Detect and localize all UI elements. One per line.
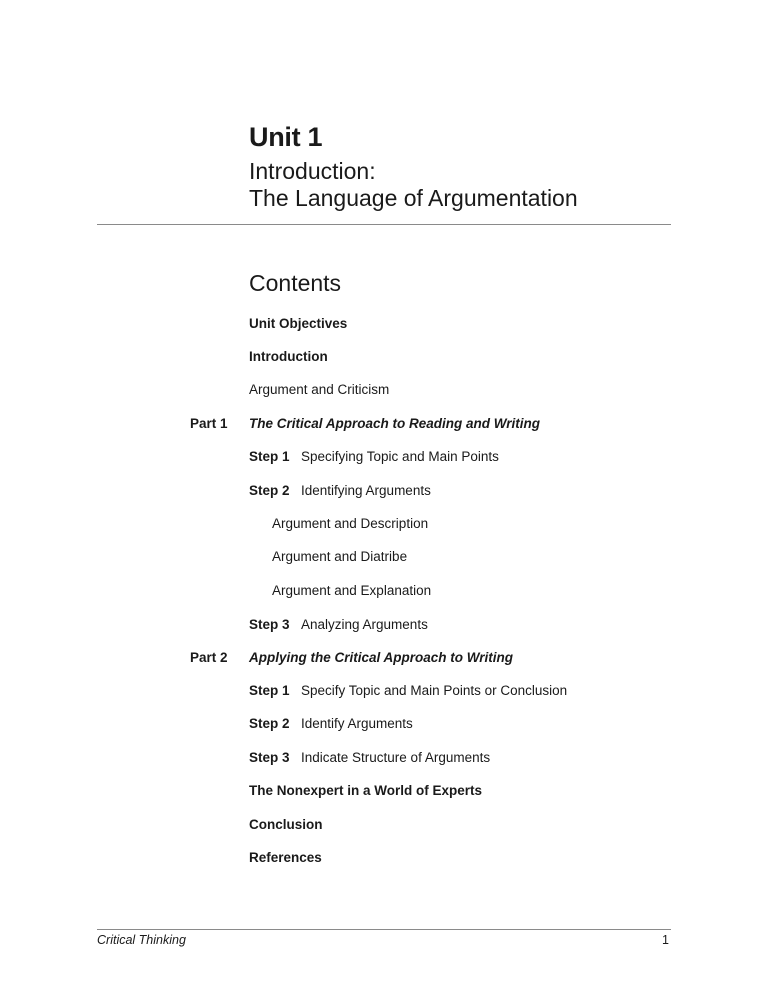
toc-entry: Unit Objectives	[249, 316, 348, 331]
toc-entry	[249, 615, 428, 635]
toc-item-argument-and-criticism	[0, 380, 768, 400]
toc-item-nonexpert	[0, 781, 768, 801]
step-text: Identifying Arguments	[301, 483, 431, 498]
step-text: Specifying Topic and Main Points	[301, 449, 499, 464]
toc-part-1	[0, 414, 768, 434]
toc-entry	[249, 681, 567, 701]
step-text: Identify Arguments	[301, 716, 413, 731]
toc-subentry: Argument and Diatribe	[272, 549, 408, 564]
part-title: The Critical Approach to Reading and Writing	[249, 416, 541, 431]
toc-entry	[249, 748, 490, 768]
toc-subitem	[0, 514, 768, 534]
unit-subtitle-line-1: Introduction:	[249, 158, 376, 184]
toc-entry: Conclusion	[249, 817, 323, 832]
step-text: Analyzing Arguments	[301, 617, 428, 632]
toc-part2-step-3	[0, 748, 768, 768]
toc-item-references	[0, 848, 768, 868]
footer-course-title: Critical Thinking	[97, 933, 186, 947]
toc-part1-step-2	[0, 481, 768, 501]
page-number: 1	[662, 933, 669, 947]
toc-entry	[249, 481, 431, 501]
unit-title: Unit 1	[249, 122, 323, 152]
footer-divider	[97, 929, 671, 930]
toc-part1-step-3	[0, 615, 768, 635]
toc-entry: References	[249, 850, 322, 865]
toc-entry	[249, 447, 499, 467]
toc-entry: Argument and Criticism	[249, 382, 390, 397]
part-title: Applying the Critical Approach to Writing	[249, 650, 514, 665]
step-label: Step 2	[249, 716, 290, 731]
step-text: Indicate Structure of Arguments	[301, 750, 491, 765]
toc-entry	[249, 714, 413, 734]
toc-subentry: Argument and Description	[272, 516, 429, 531]
toc-entry: The Nonexpert in a World of Experts	[249, 783, 483, 798]
toc-item-conclusion	[0, 815, 768, 835]
toc-part1-step-1	[0, 447, 768, 467]
toc-part2-step-2	[0, 714, 768, 734]
toc-subitem	[0, 581, 768, 601]
toc-part-2	[0, 648, 768, 668]
step-label: Step 2	[249, 483, 290, 498]
header-divider	[97, 224, 671, 225]
toc-entry: Introduction	[249, 349, 328, 364]
step-label: Step 3	[249, 617, 290, 632]
step-label: Step 1	[249, 449, 290, 464]
unit-subtitle-line-2: The Language of Argumentation	[249, 185, 578, 211]
step-text: Specify Topic and Main Points or Conclusion	[301, 683, 568, 698]
part-label: Part 1	[190, 416, 228, 431]
part-label: Part 2	[190, 650, 228, 665]
contents-heading: Contents	[249, 270, 342, 296]
toc-item-introduction	[0, 347, 768, 367]
toc-part2-step-1	[0, 681, 768, 701]
toc-subentry: Argument and Explanation	[272, 583, 432, 598]
toc-item-unit-objectives	[0, 314, 768, 334]
step-label: Step 3	[249, 750, 290, 765]
toc-subitem	[0, 547, 768, 567]
step-label: Step 1	[249, 683, 290, 698]
unit-subtitle	[249, 158, 578, 212]
